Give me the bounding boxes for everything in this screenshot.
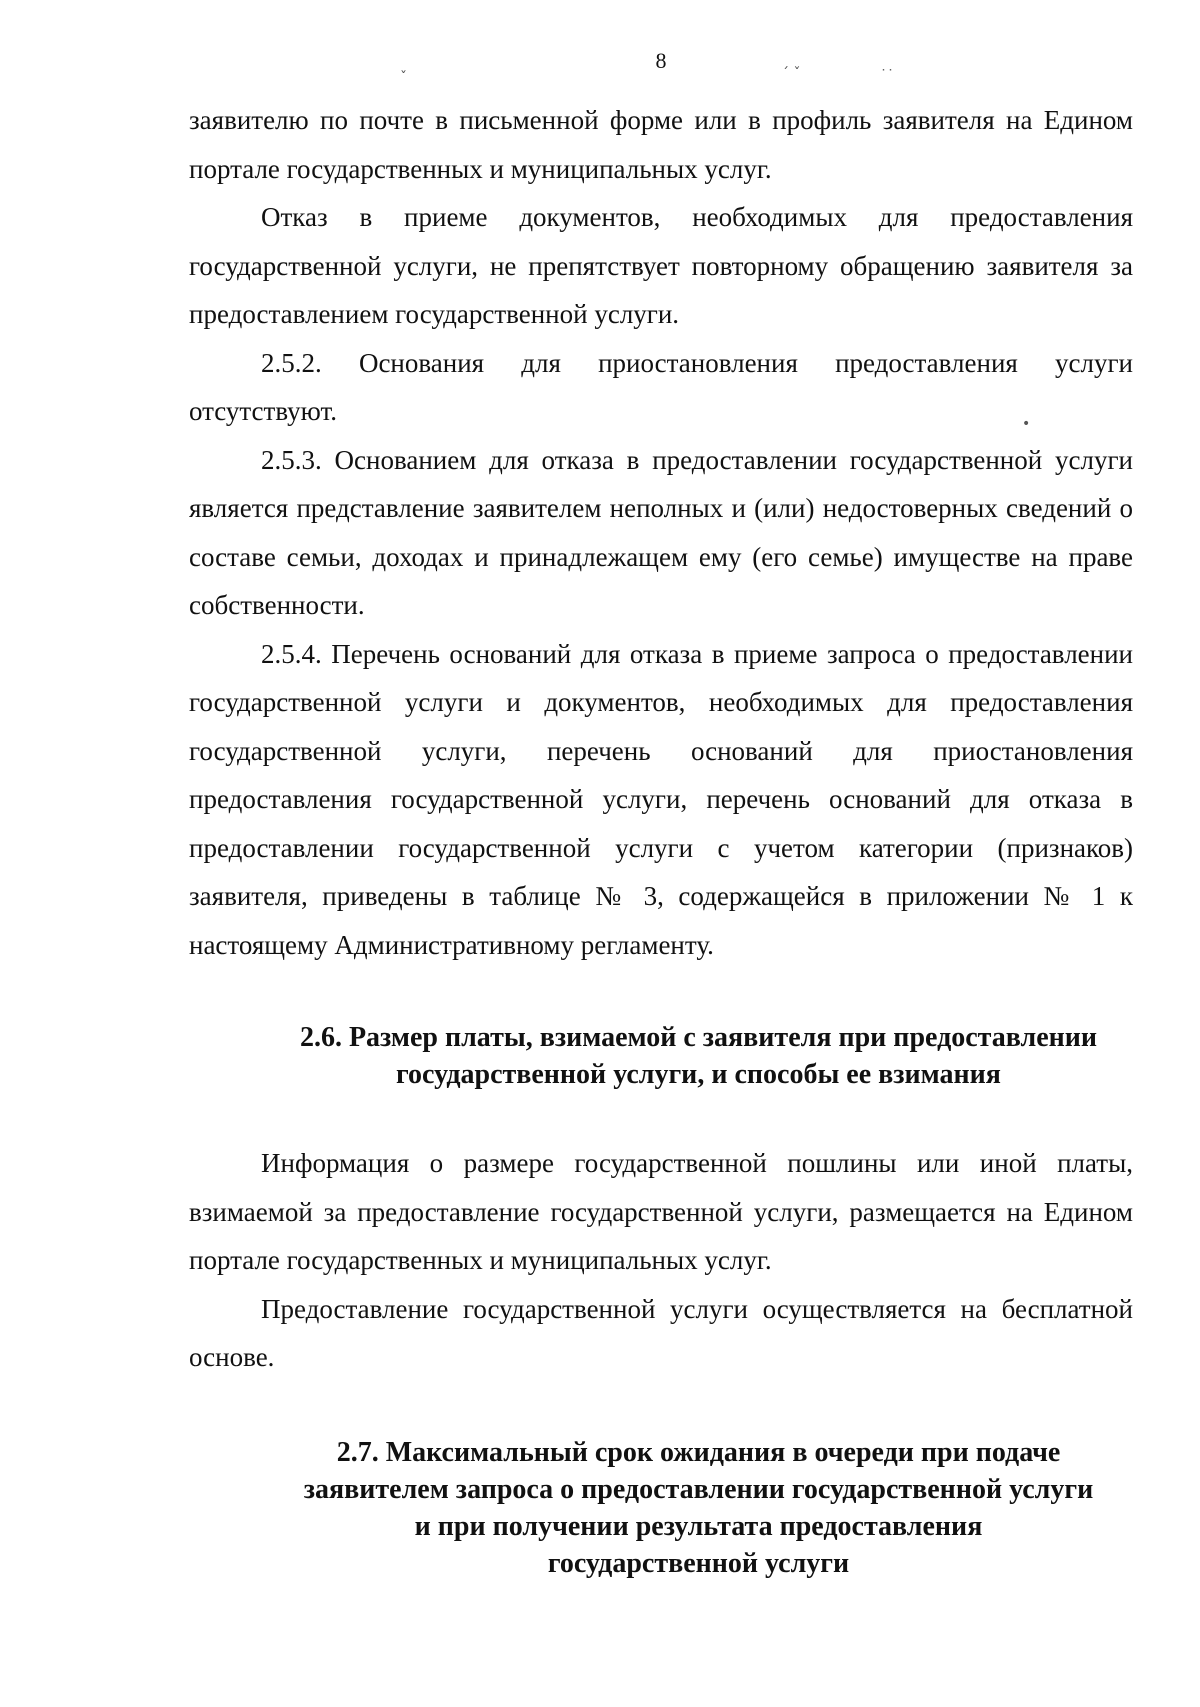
heading-line: 2.6. Размер платы, взимаемой с заявителя при предоставлении (299, 1022, 1098, 1053)
scan-artifact-mark: ˇ (400, 70, 407, 86)
paragraph-continued: заявителю по почте в письменной форме или в профиль заявителя на Едином портале государственных и муниципальных услуг. (189, 105, 1133, 184)
heading-line: заявителем запроса о предоставлении государственной услуги (303, 1473, 1094, 1505)
paragraph-free-of-charge: Предоставление государственной услуги осуществляется на бесплатной основе. (189, 1293, 1133, 1372)
scan-artifact-mark: ´ ˇ (782, 66, 801, 82)
paragraph-2-5-2: 2.5.2. Основания для приостановления предоставления услуги отсутствуют. (189, 347, 1133, 426)
paragraph-refusal-documents: Отказ в приеме документов, необходимых для предоставления государственной услуги, не препятствует повторному обращению заявителя за предоставлением государственной услуги. (189, 202, 1133, 329)
section-heading-2-7 (189, 1434, 1133, 1582)
paragraph-2-5-4: 2.5.4. Перечень оснований для отказа в приеме запроса о предоставлении государственной услуги и документов, необходимых для предоставления государственной услуги, перечень оснований для приостановления предоставления государственной услуги, перечень оснований для отказа в предоставлении государственной услуги с учетом категории (признаков) заявителя, приведены в таблице № 3, содержащейся в приложении № 1 к настоящему Административному регламенту. (189, 638, 1133, 960)
paragraph-fee-information: Информация о размере государственной пошлины или иной платы, взимаемой за предоставление государственной услуги, размещается на Едином портале государственных и муниципальных услуг. (189, 1148, 1133, 1275)
heading-line: 2.7. Максимальный срок ожидания в очереди при подаче (336, 1436, 1061, 1468)
document-body (189, 96, 1133, 1582)
section-heading-2-6 (189, 1019, 1133, 1093)
heading-line: и при получении результата предоставления (414, 1510, 983, 1542)
heading-line: государственной услуги (547, 1547, 850, 1579)
scan-artifact-mark: ˙˙ (880, 68, 894, 84)
paragraph-2-5-3: 2.5.3. Основанием для отказа в предоставлении государственной услуги является представление заявителем неполных и (или) недостоверных сведений о составе семьи, доходах и принадлежащем ему (его семье) имуществе на праве собственности. (189, 444, 1133, 620)
page-number: 8 (655, 48, 667, 73)
heading-line: государственной услуги, и способы ее взимания (396, 1059, 1001, 1090)
scan-artifact-mark: • (1022, 416, 1031, 432)
